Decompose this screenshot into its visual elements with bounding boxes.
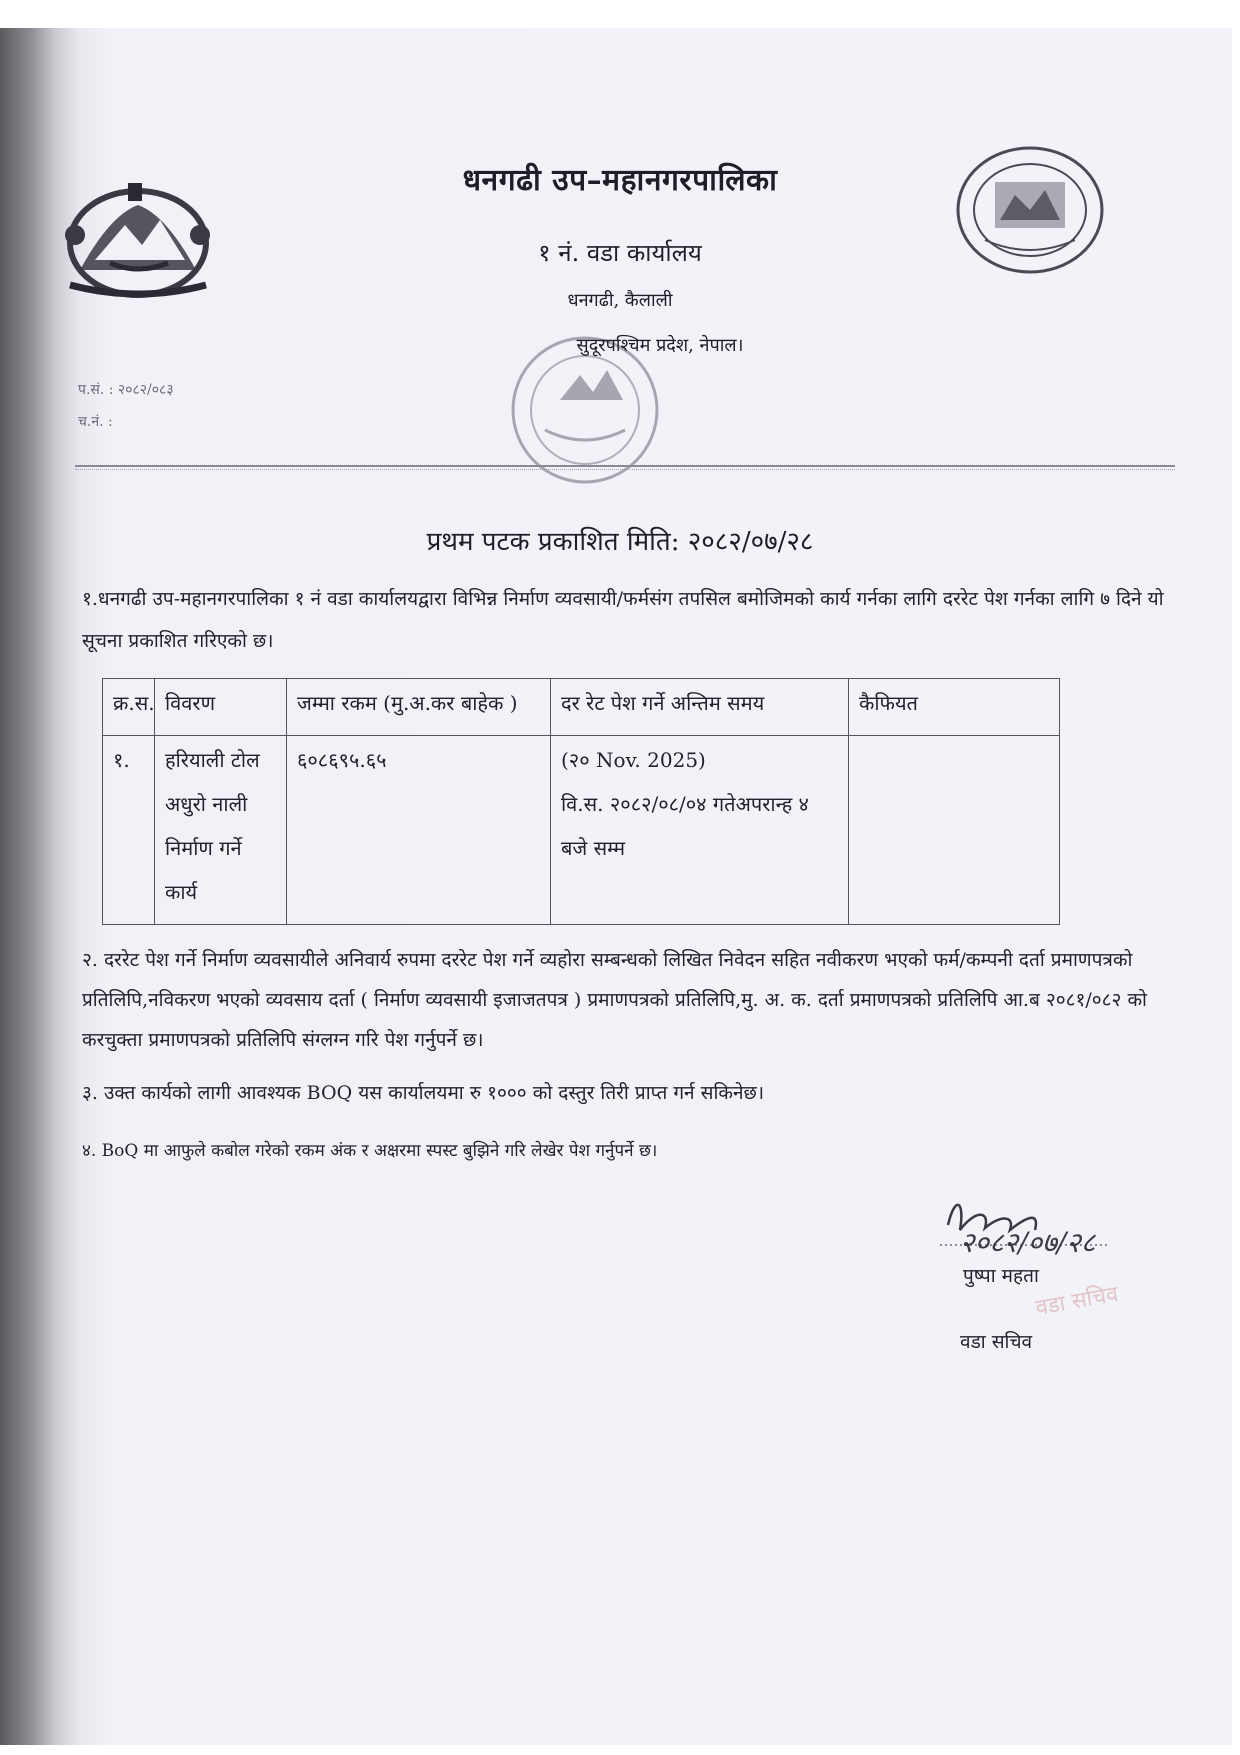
office-city: धनगढी, कैलाली [567,290,673,311]
secretary-stamp: वडा सचिव [1033,1281,1121,1322]
notice-paragraph-4: ४. BoQ मा आफुले कबोल गरेको रकम अंक र अक्षरमा स्पस्ट बुझिने गरि लेखेर पेश गर्नुपर्ने छ। [82,1141,658,1161]
cell-deadline [551,736,849,925]
header-divider-dotted [75,469,1175,470]
scan-top-margin [0,0,1240,28]
cell-serial: १. [103,736,155,925]
deadline-ad-date: (२० Nov. 2025) [561,748,706,772]
signatory-designation: वडा सचिव [960,1331,1033,1353]
office-province: सुदूरपश्चिम प्रदेश, नेपाल। [576,335,744,356]
header-remarks: कैफियत [849,679,1060,736]
header-description: विवरण [155,679,287,736]
cell-description: हरियाली टोल अधुरो नाली निर्माण गर्ने कार्य [155,736,287,925]
cell-remarks [849,736,1060,925]
header-deadline: दर रेट पेश गर्ने अन्तिम समय [551,679,849,736]
header-serial: क्र.स. [103,679,155,736]
office-name: १ नं. वडा कार्यालय [538,239,702,267]
cell-amount: ६०८६९५.६५ [287,736,551,925]
scan-bottom-margin [0,1745,1240,1755]
notice-paragraph-2: २. दररेट पेश गर्ने निर्माण व्यवसायीले अनिवार्य रुपमा दररेट पेश गर्ने व्यहोरा सम्बन्धको लिखित निवेदन सहित नवीकरण भएको फर्म/कम्पनी दर्ता प्रमाणपत्रको प्रतिलिपि,नविकरण भएको व्यवसाय दर्ता ( निर्माण व्यवसायी इजाजतपत्र ) प्रमाणपत्रको प्रतिलिपि,मु. अ. क. दर्ता प्रमाणपत्रको प्रतिलिपि आ.ब २०८१/०८२ को करचुक्ता प्रमाणपत्रको प्रतिलिपि संग्लग्न गरि पेश गर्नुपर्ने छ। [82,949,1147,1051]
table-header-row [103,679,1060,736]
deadline-bs-date: वि.स. २०८२/०८/०४ गतेअपरान्ह ४ बजे सम्म [561,792,809,860]
signatory-name: पुष्पा महता [963,1265,1039,1287]
tender-table [102,678,1060,925]
header-amount: जम्मा रकम (मु.अ.कर बाहेक ) [287,679,551,736]
notice-paragraph-1: १.धनगढी उप-महानगरपालिका १ नं वडा कार्यालयद्वारा विभिन्न निर्माण व्यवसायी/फर्मसंग तपसिल बमोजिमको कार्य गर्नका लागि दररेट पेश गर्नका लागि ७ दिने यो सूचना प्रकाशित गरिएको छ। [82,588,1164,652]
dispatch-number: च.नं. : [78,414,113,430]
letter-number: प.सं. : २०८२/०८३ [78,382,174,398]
table-row [103,736,1060,925]
header-divider [75,465,1175,467]
notice-paragraph-3: ३. उक्त कार्यको लागी आवश्यक BOQ यस कार्यालयमा रु १००० को दस्तुर तिरी प्राप्त गर्न सकिनेछ। [82,1082,765,1104]
municipality-title: धनगढी उप–महानगरपालिका [462,163,778,198]
published-date: प्रथम पटक प्रकाशित मिति: २०८२/०७/२८ [426,527,814,557]
signature-date: २०८२/०७/२८ [960,1226,1096,1259]
